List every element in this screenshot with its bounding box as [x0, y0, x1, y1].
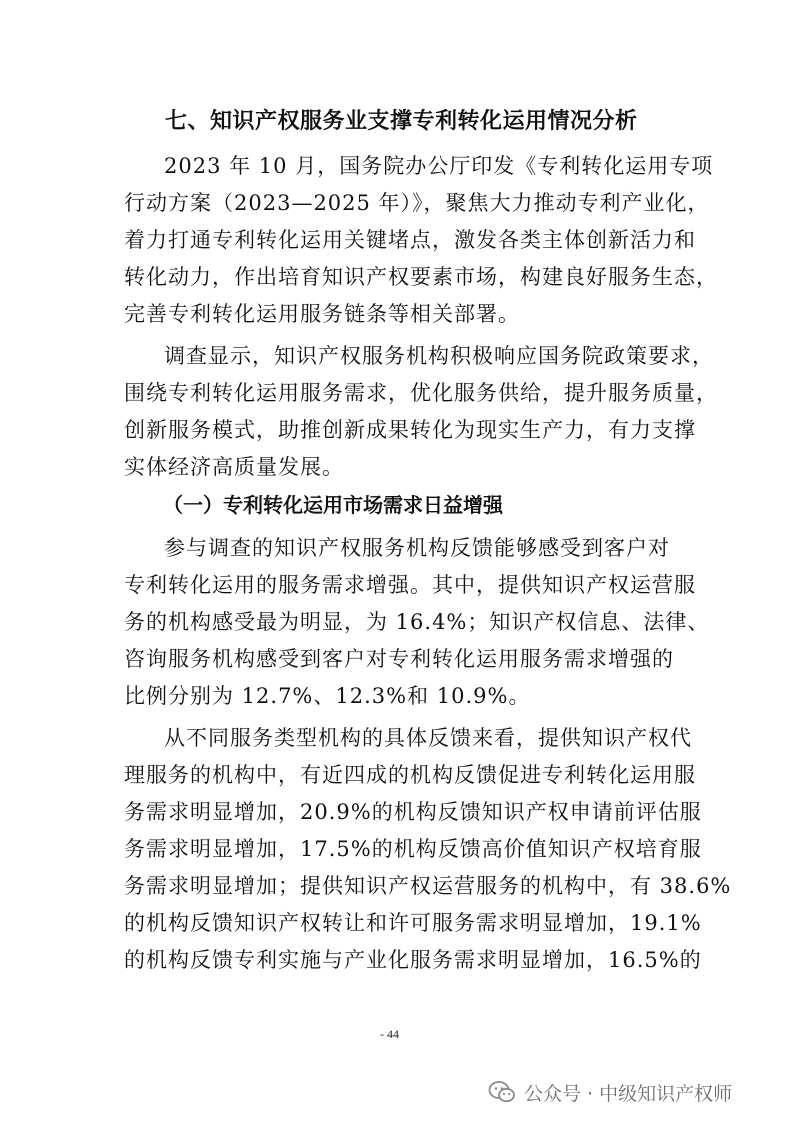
watermark-text: 公众号 · 中级知识产权师: [524, 1082, 733, 1105]
paragraph-line: 调查显示，知识产权服务机构积极响应国务院政策要求，: [164, 344, 714, 368]
section-heading: 七、知识产权服务业支撑专利转化运用情况分析: [165, 108, 638, 134]
paragraph-line: 务需求明显增加，20.9%的机构反馈知识产权申请前评估服: [124, 800, 702, 824]
paragraph-line: 参与调查的知识产权服务机构反馈能够感受到客户对: [164, 536, 670, 560]
paragraph-line: 行动方案（2023—2025 年）》，聚焦大力推动专利产业化，: [124, 191, 710, 215]
paragraph-line: 完善专利转化运用服务链条等相关部署。: [124, 302, 520, 326]
paragraph-line: 比例分别为 12.7%、12.3%和 10.9%。: [124, 684, 531, 708]
watermark: [488, 1078, 732, 1106]
paragraph-line: 务的机构感受最为明显，为 16.4%；知识产权信息、法律、: [124, 610, 710, 634]
wechat-icon: [488, 1080, 516, 1104]
paragraph-line: 务需求明显增加，17.5%的机构反馈高价值知识产权培育服: [124, 837, 702, 861]
paragraph-line: 2023 年 10 月，国务院办公厅印发《专利转化运用专项: [164, 154, 714, 178]
paragraph-line: 着力打通专利转化运用关键堵点，激发各类主体创新活力和: [124, 228, 696, 252]
page-number: - 44: [380, 1027, 399, 1041]
paragraph-line: 咨询服务机构感受到客户对专利转化运用服务需求增强的: [124, 647, 674, 671]
sub-heading: （一）专利转化运用市场需求日益增强: [163, 493, 503, 517]
paragraph-line: 专利转化运用的服务需求增强。其中，提供知识产权运营服: [124, 573, 696, 597]
paragraph-line: 的机构反馈知识产权转让和许可服务需求明显增加，19.1%: [124, 911, 702, 935]
paragraph-line: 转化动力，作出培育知识产权要素市场，构建良好服务生态，: [124, 265, 718, 289]
paragraph-line: 理服务的机构中，有近四成的机构反馈促进专利转化运用服: [124, 763, 696, 787]
paragraph-line: 务需求明显增加；提供知识产权运营服务的机构中，有 38.6%: [124, 874, 732, 898]
paragraph-line: 创新服务模式，助推创新成果转化为现实生产力，有力支撑: [124, 418, 696, 442]
paragraph-line: 从不同服务类型机构的具体反馈来看，提供知识产权代: [164, 726, 692, 750]
paragraph-line: 围绕专利转化运用服务需求，优化服务供给，提升服务质量，: [124, 381, 718, 405]
paragraph-line: 实体经济高质量发展。: [124, 455, 344, 479]
paragraph-line: 的机构反馈专利实施与产业化服务需求明显增加，16.5%的: [124, 948, 702, 972]
